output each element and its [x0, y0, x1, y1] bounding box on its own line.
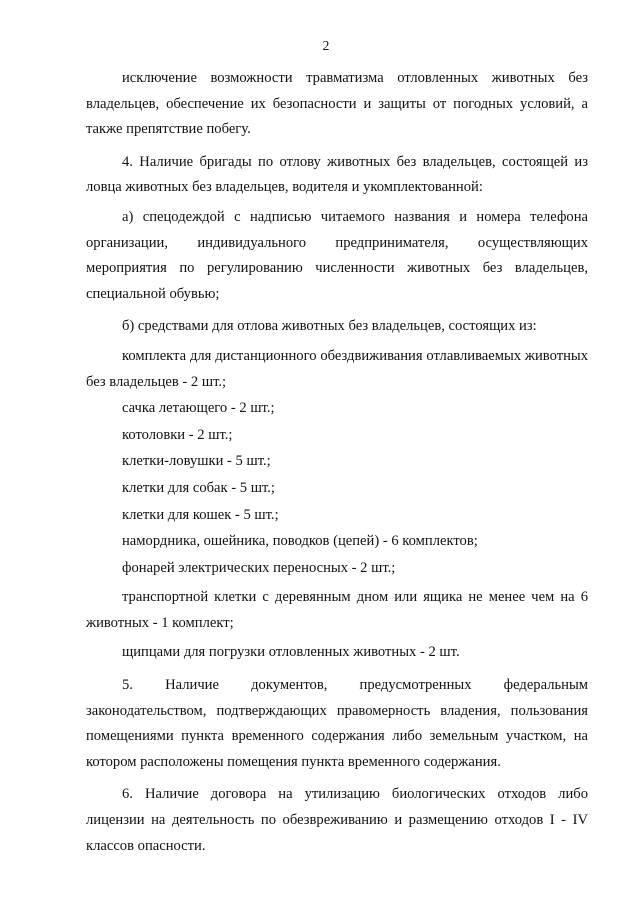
list-item: намордника, ошейника, поводков (цепей) - 6 комплектов;: [122, 533, 478, 550]
paragraph-5-documents: 5. Наличие документов, предусмотренных федеральным законодательством, подтверждающих правомерность владения, пользования помещениями пункта временного содержания либо земельным участком, на котором расположены помещения пункта временного содержания.: [86, 677, 588, 770]
page-number: 2: [322, 38, 330, 53]
list-item: клетки для кошек - 5 шт.;: [122, 506, 279, 523]
paragraph-4a-workwear: а) спецодеждой с надписью читаемого названия и номера телефона организации, индивидуального предпринимателя, осуществляющих мероприятия по регулированию численности животных без владельцев, специальной обувью;: [86, 208, 588, 302]
paragraph-continued-requirements: исключение возможности травматизма отловленных животных без владельцев, обеспечение их безопасности и защиты от погодных условий, а также препятствие побегу.: [86, 70, 588, 138]
document-body: [86, 66, 588, 859]
paragraph-6-waste-disposal: 6. Наличие договора на утилизацию биологических отходов либо лицензии на деятельность по обезвреживанию и размещению отходов I - IV классов опасности.: [86, 786, 588, 854]
paragraph-4-capture-team: 4. Наличие бригады по отлову животных без владельцев, состоящей из ловца животных без владельцев, водителя и укомплектованной:: [86, 153, 588, 196]
list-item: сачка летающего - 2 шт.;: [122, 400, 275, 417]
list-item-transport-cage: транспортной клетки с деревянным дном или ящика не менее чем на 6 животных - 1 комплект;: [86, 589, 588, 631]
list-item: клетки-ловушки - 5 шт.;: [122, 453, 271, 470]
paragraph-4b-capture-tools: б) средствами для отлова животных без владельцев, состоящих из:: [122, 318, 537, 335]
list-item: фонарей электрических переносных - 2 шт.;: [122, 559, 396, 576]
list-item-immobilization-kit: комплекта для дистанционного обездвиживания отлавливаемых животных без владельцев - 2 шт.;: [86, 347, 588, 390]
capture-tools-list: [86, 396, 588, 581]
list-item: котоловки - 2 шт.;: [122, 426, 233, 443]
list-item: клетки для собак - 5 шт.;: [122, 479, 275, 496]
list-item-loading-tongs: щипцами для погрузки отловленных животных - 2 шт.: [122, 644, 460, 661]
